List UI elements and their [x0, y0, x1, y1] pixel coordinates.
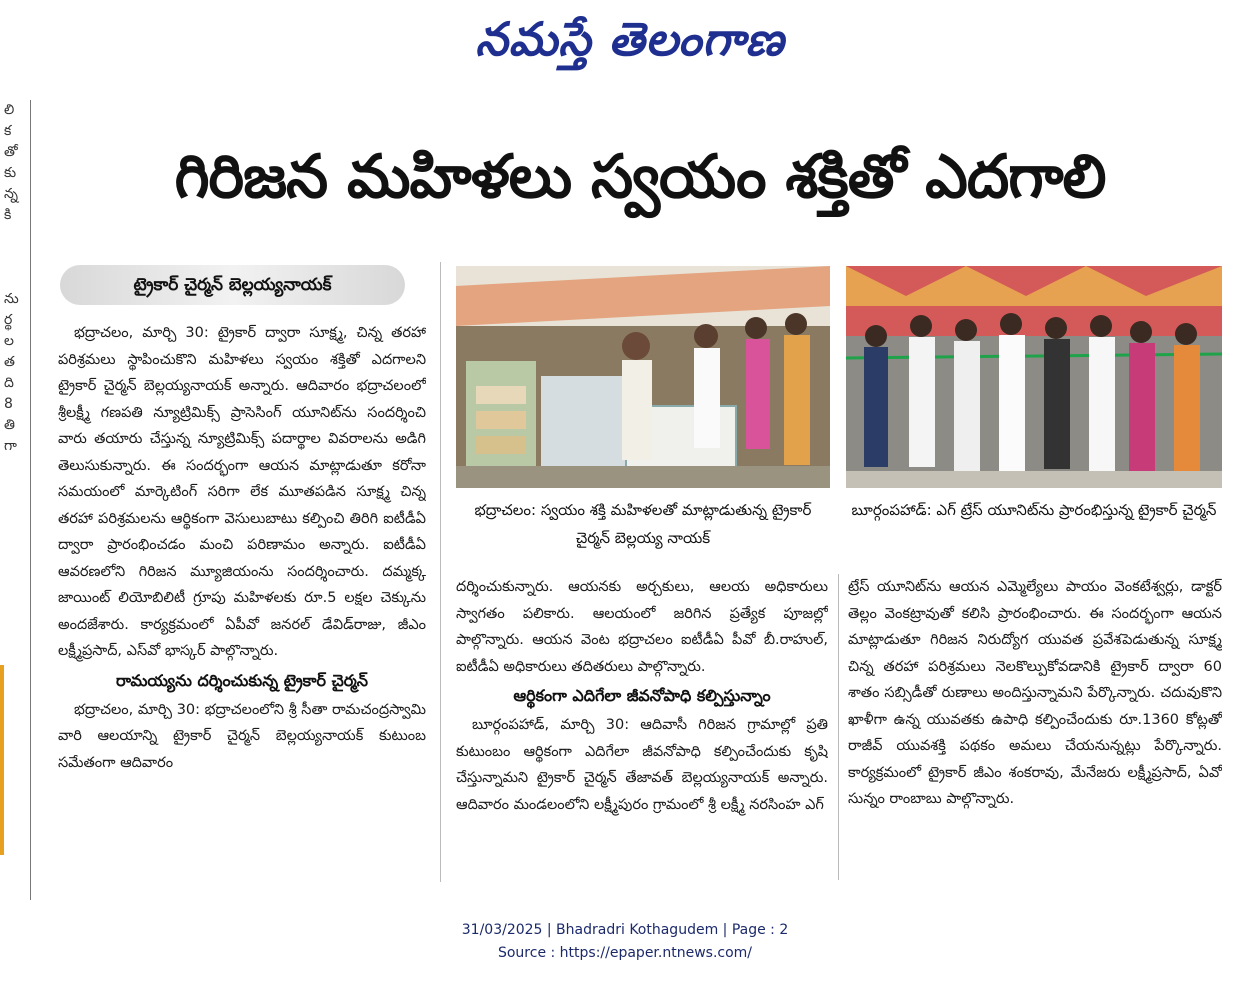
fragment-line: తి [4, 417, 15, 433]
footer-date-edition: 31/03/2025 | Bhadradri Kothagudem | Page : 2 [461, 922, 789, 938]
column-rule [30, 100, 31, 900]
article-column-2 [456, 574, 828, 880]
column-divider [440, 262, 441, 882]
accent-bar [0, 665, 4, 855]
masthead-logo: నమస్తే తెలంగాణ [475, 12, 785, 66]
subheading-ramayya: రామయ్యను దర్శించుకున్న ట్రైకార్ చైర్మన్ [115, 670, 369, 690]
fragment-line: క [4, 123, 12, 139]
fragment-line: గా [4, 438, 17, 454]
fragment-line: తో [4, 144, 18, 160]
subheading-livelihood: ఆర్థికంగా ఎదిగేలా జీవనోపాధి కల్పిస్తున్నాం [513, 686, 771, 705]
adjacent-article-fragment [0, 100, 30, 900]
fragment-line: త [4, 354, 15, 370]
column-divider [838, 574, 839, 880]
article-column-3 [848, 574, 1222, 880]
photo-1-caption: భద్రాచలం: స్వయం శక్తి మహిళలతో మాట్లాడుతున్న ట్రైకార్ చైర్మన్ బెల్లయ్య నాయక్ [474, 501, 812, 547]
fragment-line: 8 [4, 396, 13, 412]
photo-2-caption: బూర్గంపహాడ్: ఎగ్ ట్రేస్ యూనిట్‌ను ప్రారంభిస్తున్న ట్రైకార్ చైర్మన్ [851, 501, 1217, 519]
footer-source-link[interactable]: Source : https://epaper.ntnews.com/ [497, 945, 753, 961]
headline: గిరిజన మహిళలు స్వయం శక్తితో ఎదగాలి [174, 142, 1106, 212]
fragment-line: కు [4, 165, 17, 181]
fragment-line: ర్థ [4, 312, 13, 328]
fragment-line: ను [4, 291, 19, 307]
photo-burgampahad [846, 266, 1222, 488]
photo-bhadrachalam [456, 266, 830, 488]
fragment-line: ల [4, 333, 14, 349]
fragment-line [0, 226, 30, 247]
fragment-line: న్న [4, 186, 18, 202]
fragment-line: కి [4, 207, 12, 223]
fragment-line: ది [4, 375, 14, 391]
article-tag: ట్రైకార్ చైర్మన్ బెల్లయ్యనాయక్ [60, 265, 405, 305]
article-2-continuation: దర్శించుకున్నారు. ఆయనకు అర్చకులు, ఆలయ అధికారులు స్వాగతం పలికారు. ఆలయంలో జరిగిన ప్రత్యేక పూజల్లో పాల్గొన్నారు. ఆయన వెంట భద్రాచలం ఐటీడీఏ పీవో బీ.రాహుల్, ఐటీడీఏ అధికారులు తదితరులు పాల్గొన్నారు. [456, 579, 828, 675]
article-3-body: బూర్గంపహాడ్, మార్చి 30: ఆదివాసీ గిరిజన గ్రామాల్లో ప్రతి కుటుంబం ఆర్థికంగా ఎదిగేలా జీవనోపాధి కల్పించేందుకు కృషి చేస్తున్నామని ట్రైకార్ చైర్మన్ తేజావత్ బెల్లయ్యనాయక్ అన్నారు. ఆదివారం మండలంలోని లక్ష్మీపురం గ్రామంలో శ్రీ లక్ష్మీ నరసింహ ఎగ్ [456, 717, 828, 813]
article-column-1 [58, 320, 426, 880]
article-2-body: భద్రాచలం, మార్చి 30: భద్రాచలంలోని శ్రీ సీతా రామచంద్రస్వామి వారి ఆలయాన్ని ట్రైకార్ చైర్మన్ బెల్లయ్యనాయక్ కుటుంబ సమేతంగా ఆదివారం [58, 701, 426, 771]
fragment-line [0, 268, 30, 289]
fragment-line: లి [4, 102, 15, 118]
article-1-body: భద్రాచలం, మార్చి 30: ట్రైకార్ ద్వారా సూక్ష్మ, చిన్న తరహా పరిశ్రమలు స్థాపించుకొని మహిళలు స్వయం శక్తితో ఎదగాలని ట్రైకార్ చైర్మన్ బెల్లయ్యనాయక్ అన్నారు. ఆదివారం భద్రాచలంలో శ్రీలక్ష్మీ గణపతి న్యూట్రిమిక్స్ ప్రాసెసింగ్ యూనిట్‌ను సందర్శించి వారు తయారు చేస్తున్న న్యూట్రిమిక్స్ పదార్థాల వివరాలను అడిగి తెలుసుకున్నారు. ఈ సందర్భంగా ఆయన మాట్లాడుతూ కరోనా సమయంలో మార్కెటింగ్ సరిగా లేక మూతపడిన సూక్ష్మ చిన్న తరహా పరిశ్రమలను ఆర్థికంగా వెసులుబాటు కల్పించి తిరిగి ఐటీడీఏ ద్వారా ప్రారంభించడం మంచి పరిణామం అన్నారు. ఐటీడీఏ ఆవరణలోని గిరిజన మ్యూజియంను సందర్శించారు. దమ్మక్క జాయింట్ లియోబిలిటీ గ్రూపు మహిళలకు రూ.5 లక్షల చెక్కును అందజేశారు. కార్యక్రమంలో ఏపీవో జనరల్ డేవిడ్‌రాజు, జీఎం లక్ష్మీప్రసాద్, ఎస్‌వో భాస్కర్ పాల్గొన్నారు. [58, 325, 426, 659]
article-3-continuation: ట్రేస్ యూనిట్‌ను ఆయన ఎమ్మెల్యేలు పాయం వెంకటేశ్వర్లు, డాక్టర్ తెల్లం వెంకట్రావుతో కలిసి ప్రారంభించారు. ఈ సందర్భంగా ఆయన మాట్లాడుతూ గిరిజన నిరుద్యోగ యువత ప్రవేశపెడుతున్న సూక్ష్మ చిన్న తరహా పరిశ్రమలు నెలకొల్పుకోవడానికి ట్రైకార్ ద్వారా 60 శాతం సబ్సిడీతో రుణాలు అందిస్తున్నామని పేర్కొన్నారు. చదువుకొని ఖాళీగా ఉన్న యువతకు ఉపాధి కల్పించేందుకు రూ.1360 కోట్లతో రాజీవ్ యువశక్తి పథకం అమలు చేయనున్నట్లు పేర్కొన్నారు. కార్యక్రమంలో ట్రైకార్ జీఎం శంకరావు, మేనేజరు లక్ష్మీప్రసాద్, ఏవో సున్నం రాంబాబు పాల్గొన్నారు. [848, 579, 1222, 807]
fragment-line [0, 247, 30, 268]
